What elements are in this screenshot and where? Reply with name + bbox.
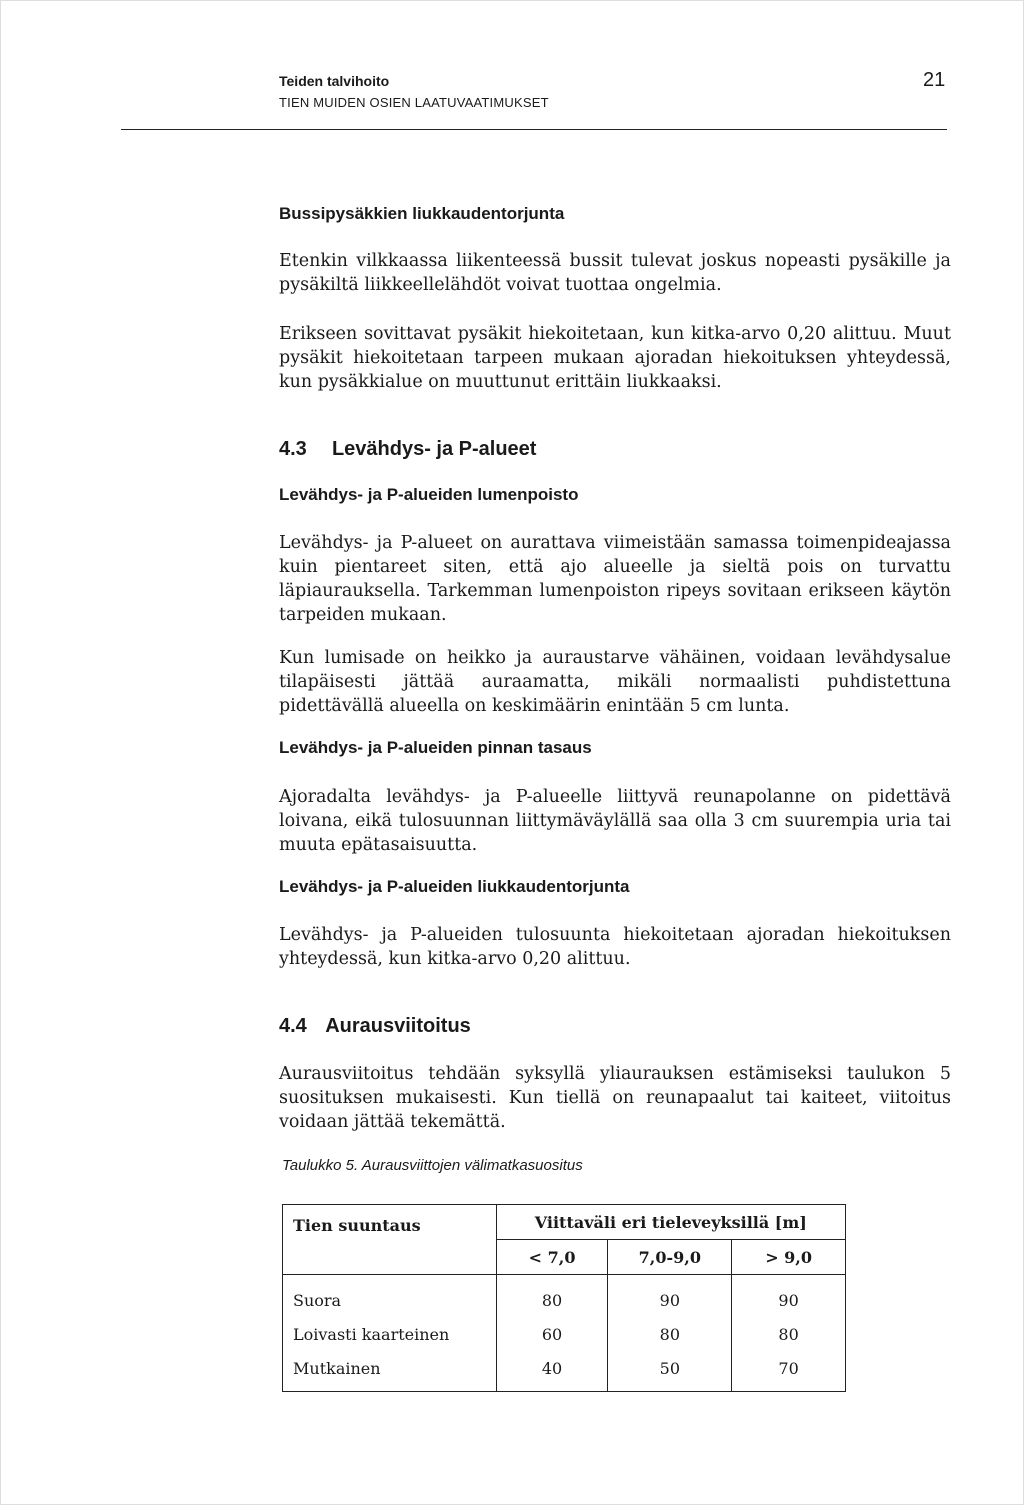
table-cell: 50 <box>608 1351 732 1392</box>
running-header-subtitle: TIEN MUIDEN OSIEN LAATUVAATIMUKSET <box>279 95 549 110</box>
paragraph: Ajoradalta levähdys- ja P-alueelle liittyvä reunapolanne on pidettävä loivana, eikä tulosuunnan liittymäväylällä saa olla 3 cm suurempia uria tai muuta epätasaisuutta. <box>279 787 951 855</box>
row-label: Loivasti kaarteinen <box>283 1317 497 1351</box>
paragraph: Levähdys- ja P-alueet on aurattava viimeistään samassa toimenpideajassa kuin pientareet siten, että ajo alueelle ja sieltä pois on turvattu läpiaurauksella. Tarkemman lumenpoiston ripeys sovitaan erikseen käytön tarpeiden mukaan. <box>279 533 951 625</box>
row-label: Suora <box>283 1275 497 1318</box>
column-subheader: > 9,0 <box>732 1240 846 1275</box>
data-table <box>282 1204 846 1392</box>
paragraph: Erikseen sovittavat pysäkit hiekoitetaan, kun kitka-arvo 0,20 alittuu. Muut pysäkit hiekoitetaan tarpeen mukaan ajoradan hiekoituksen yhteydessä, kun pysäkkialue on muuttunut erittäin liukkaaksi. <box>279 324 951 392</box>
table-cell: 80 <box>496 1275 608 1318</box>
paragraph: Kun lumisade on heikko ja auraustarve vähäinen, voidaan levähdysalue tilapäisesti jättää auraamatta, mikäli normaalisti puhdistettuna pidettävällä alueella on keskimäärin enintään 5 cm lunta. <box>279 648 951 716</box>
table-cell: 40 <box>496 1351 608 1392</box>
paragraph: Etenkin vilkkaassa liikenteessä bussit tulevat joskus nopeasti pysäkille ja pysäkiltä liikkeellelähdöt voivat tuottaa ongelmia. <box>279 251 951 295</box>
row-label: Mutkainen <box>283 1351 497 1392</box>
table-cell: 80 <box>608 1317 732 1351</box>
table-row <box>283 1317 846 1351</box>
subsection-heading-surface-leveling: Levähdys- ja P-alueiden pinnan tasaus <box>279 738 592 757</box>
column-subheader: < 7,0 <box>496 1240 608 1275</box>
table-row <box>283 1351 846 1392</box>
paragraph: Levähdys- ja P-alueiden tulosuunta hiekoitetaan ajoradan hiekoituksen yhteydessä, kun kitka-arvo 0,20 alittuu. <box>279 925 951 969</box>
chapter-number: 4.4 <box>279 1015 307 1037</box>
running-header-title: Teiden talvihoito <box>279 73 390 89</box>
table-row <box>283 1275 846 1318</box>
table-cell: 60 <box>496 1317 608 1351</box>
column-subheader: 7,0-9,0 <box>608 1240 732 1275</box>
paragraph: Aurausviitoitus tehdään syksyllä yliaurauksen estämiseksi taulukon 5 suosituksen mukaisesti. Kun tiellä on reunapaalut tai kaiteet, viitoitus voidaan jättää tekemättä. <box>279 1064 951 1132</box>
subsection-heading-slipperiness: Levähdys- ja P-alueiden liukkaudentorjunta <box>279 877 630 896</box>
page-number: 21 <box>923 69 946 91</box>
table-caption: Taulukko 5. Aurausviittojen välimatkasuositus <box>282 1157 583 1174</box>
header-rule <box>121 129 947 130</box>
chapter-heading-4-3 <box>279 438 536 461</box>
column-group-header: Viittaväli eri tieleveyksillä [m] <box>496 1205 845 1240</box>
table-cell: 70 <box>732 1351 846 1392</box>
column-header-direction: Tien suuntaus <box>283 1205 497 1275</box>
chapter-title: Aurausviitoitus <box>325 1015 471 1037</box>
table-cell: 90 <box>732 1275 846 1318</box>
subsection-heading-snow-removal: Levähdys- ja P-alueiden lumenpoisto <box>279 485 579 504</box>
section-heading-bus-stops: Bussipysäkkien liukkaudentorjunta <box>279 204 565 223</box>
chapter-number: 4.3 <box>279 438 307 460</box>
table-cell: 90 <box>608 1275 732 1318</box>
table-cell: 80 <box>732 1317 846 1351</box>
chapter-title: Levähdys- ja P-alueet <box>331 438 537 460</box>
chapter-heading-4-4 <box>279 1015 471 1038</box>
